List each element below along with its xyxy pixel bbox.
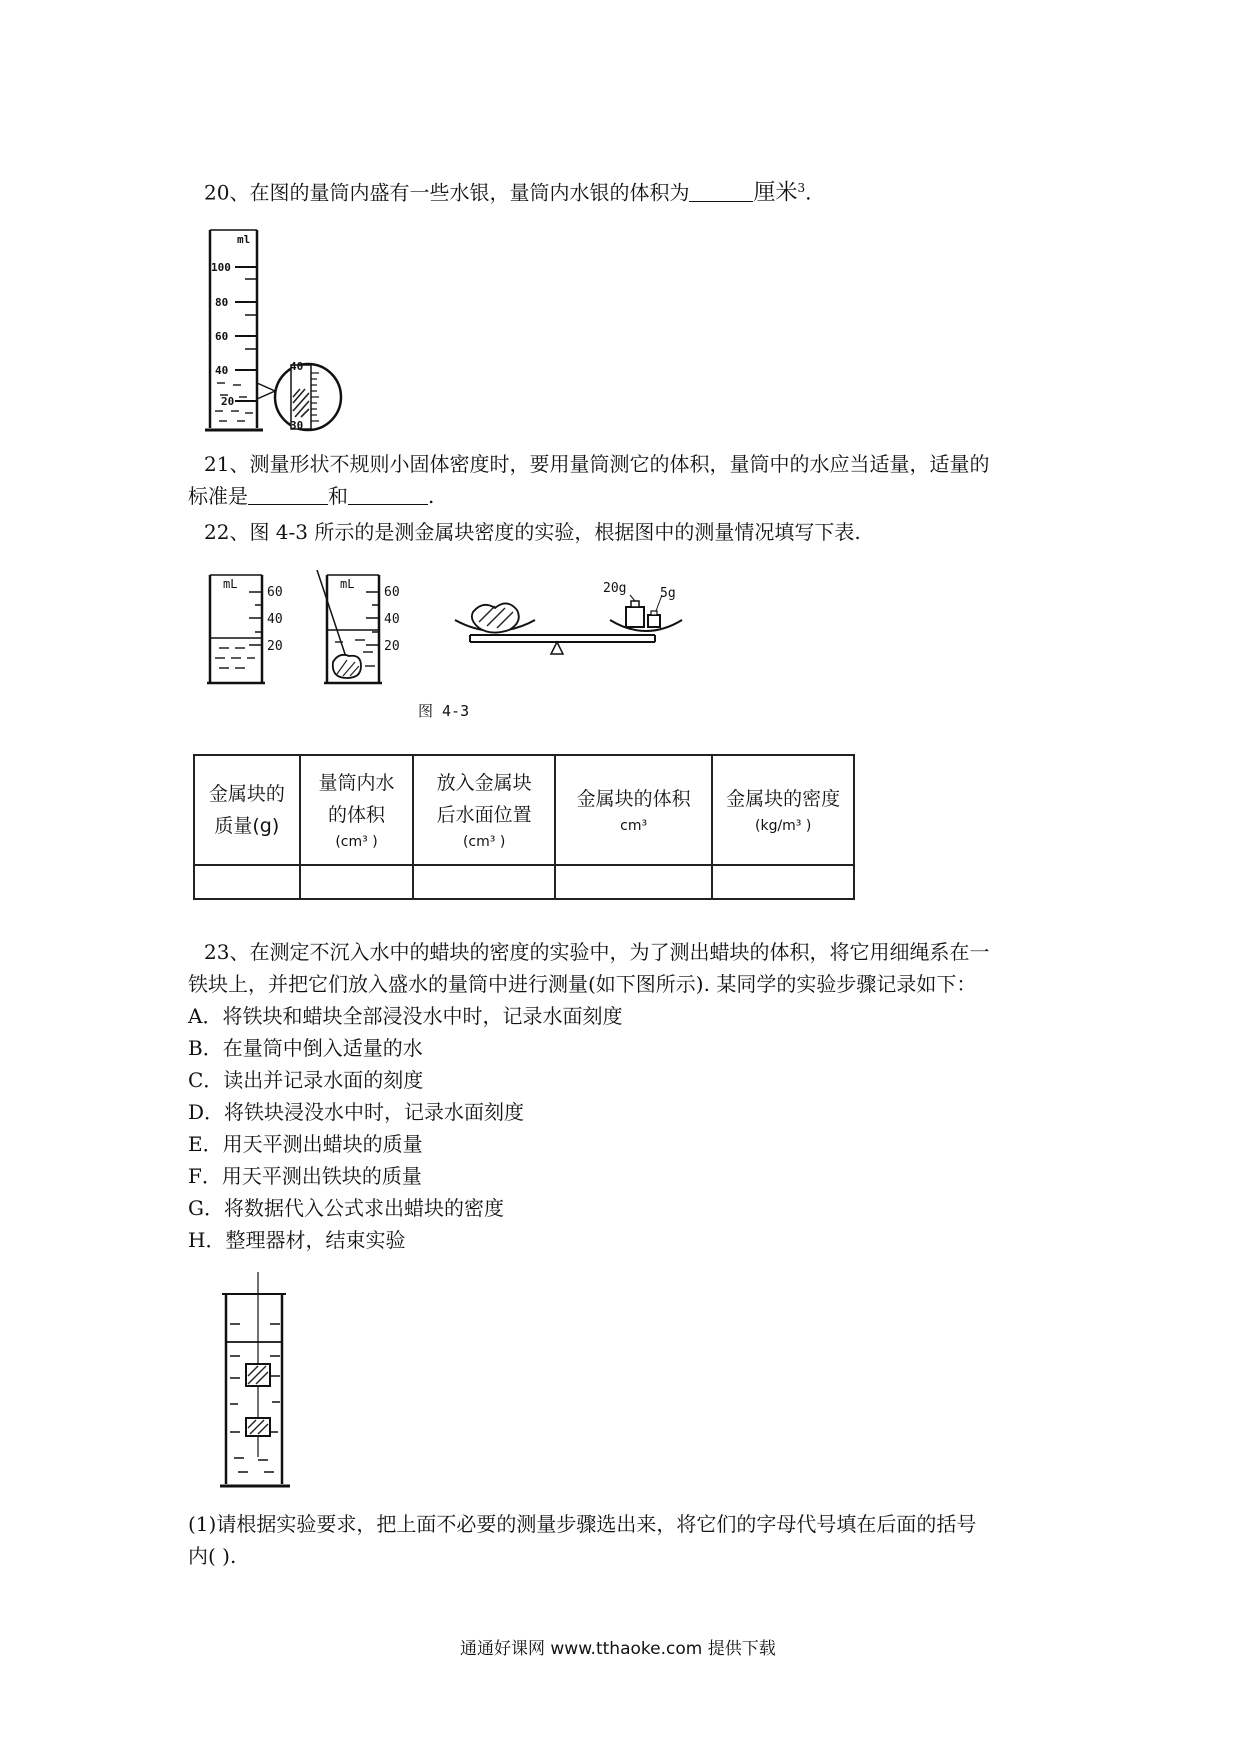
q23-step: H．整理器材，结束实验 xyxy=(188,1228,406,1252)
q20-text: 20、在图的量筒内盛有一些水银，量筒内水银的体积为 xyxy=(204,180,690,205)
q22-cyl1-tick-label: 40 xyxy=(267,612,283,627)
q21-line2 xyxy=(188,480,434,512)
q20-unit: 厘米 xyxy=(753,180,798,206)
q20-tick-label: 40 xyxy=(215,364,229,377)
q21-text-c: . xyxy=(428,484,435,508)
q22-cyl2-tick-label: 20 xyxy=(384,639,400,654)
q23-step: D．将铁块浸没水中时，记录水面刻度 xyxy=(188,1100,525,1124)
q22-weight-label: 20g xyxy=(603,581,627,596)
table-header-cell: 金属块的密度 (kg/m³ ) xyxy=(712,755,854,865)
q23-step: B．在量筒中倒入适量的水 xyxy=(188,1036,423,1060)
q20-unit-exponent: 3 xyxy=(797,181,806,195)
table-header-row xyxy=(194,755,854,865)
q22-cyl2-unit: mL xyxy=(340,577,355,591)
q20-text-line xyxy=(204,172,811,210)
q23-sub1-line1: (1)请根据实验要求，把上面不必要的测量步骤选出来，将它们的字母代号填在后面的括号 xyxy=(188,1512,977,1536)
q23-step: A．将铁块和蜡块全部浸没水中时，记录水面刻度 xyxy=(188,1004,623,1028)
table-input-cell[interactable] xyxy=(300,865,414,899)
q23-sub1-line2: 内( ). xyxy=(188,1544,237,1568)
q22-weight-label: 5g xyxy=(660,586,676,601)
q22-cyl1-tick-label: 20 xyxy=(267,639,283,654)
q21-line1: 21、测量形状不规则小固体密度时，要用量筒测它的体积，量筒中的水应当适量，适量的 xyxy=(204,452,990,476)
q22-data-table xyxy=(193,754,855,900)
q20-tick-label: 80 xyxy=(215,296,229,309)
q22-cyl2-tick-label: 60 xyxy=(384,585,400,600)
q21-text-b: 和 xyxy=(328,484,348,508)
q23-step: C．读出并记录水面的刻度 xyxy=(188,1068,424,1092)
q23-step: E．用天平测出蜡块的质量 xyxy=(188,1132,423,1156)
q22-apparatus-figure xyxy=(205,570,705,690)
q23-line2: 铁块上，并把它们放入盛水的量筒中进行测量(如下图所示). 某同学的实验步骤记录如下： xyxy=(188,972,977,996)
page-footer: 通通好课网 www.tthaoke.com 提供下载 xyxy=(460,1639,776,1659)
q20-zoom-tick-label: 40 xyxy=(290,360,304,373)
table-header-cell: 金属块的 质量(g) xyxy=(194,755,300,865)
q20-tick-label: 60 xyxy=(215,330,229,343)
table-row xyxy=(194,865,854,899)
q23-steps-list xyxy=(188,1000,622,1256)
q22-cyl1-unit: mL xyxy=(223,577,238,591)
q20-cylinder-figure xyxy=(205,225,355,440)
q23-step: G．将数据代入公式求出蜡块的密度 xyxy=(188,1196,504,1220)
table-input-cell[interactable] xyxy=(413,865,555,899)
q23-cylinder-figure xyxy=(212,1272,302,1497)
q21-answer-blank-1[interactable] xyxy=(248,484,328,505)
q20-zoom-tick-label: 30 xyxy=(290,419,304,432)
q20-tick-label: 100 xyxy=(211,261,231,274)
q20-tick-label: 20 xyxy=(221,395,235,408)
q22-cyl1-tick-label: 60 xyxy=(267,585,283,600)
q22-text: 22、图 4-3 所示的是测金属块密度的实验，根据图中的测量情况填写下表. xyxy=(204,520,861,544)
q23-step: F．用天平测出铁块的质量 xyxy=(188,1164,422,1188)
q21-answer-blank-2[interactable] xyxy=(348,484,428,505)
q20-answer-blank[interactable] xyxy=(689,181,753,202)
table-input-cell[interactable] xyxy=(555,865,712,899)
table-header-cell: 放入金属块 后水面位置 (cm³ ) xyxy=(413,755,555,865)
q23-line1: 23、在测定不沉入水中的蜡块的密度的实验中，为了测出蜡块的体积，将它用细绳系在一 xyxy=(204,940,990,964)
q21-text-a: 标准是 xyxy=(188,484,248,508)
table-header-cell: 金属块的体积 cm³ xyxy=(555,755,712,865)
q20-end: . xyxy=(805,180,812,205)
q22-cyl2-tick-label: 40 xyxy=(384,612,400,627)
q20-unit-label: ml xyxy=(237,233,251,246)
table-input-cell[interactable] xyxy=(712,865,854,899)
table-input-cell[interactable] xyxy=(194,865,300,899)
q22-figure-caption: 图 4-3 xyxy=(418,702,470,720)
table-header-cell: 量筒内水 的体积 (cm³ ) xyxy=(300,755,414,865)
